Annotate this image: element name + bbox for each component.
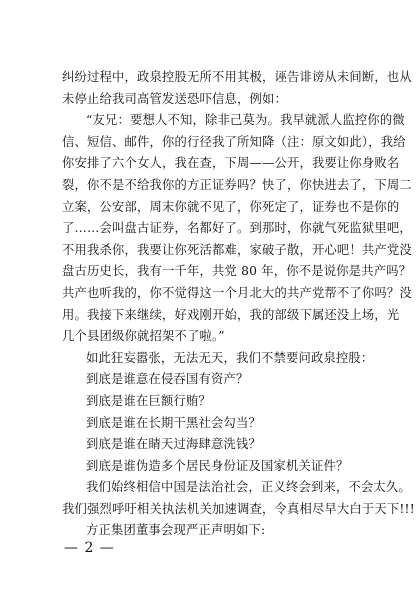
quote-line: “友兄：要想人不知，除非己莫为。我早就派人监控你的微 (86, 113, 405, 128)
question-line: 到底是谁伪造多个居民身份证及国家机关证件？ (86, 458, 349, 473)
quote-line: 了……会叫盘古证券，名都好了。到那时，你就气死监狱里吧， (62, 221, 412, 236)
quote-line: 信、短信、邮件，你的行径我了所知降（注：原文如此），我给 (62, 134, 406, 149)
page-number: — 2 — (64, 540, 115, 556)
quote-line: 裂，你不是不给我你的方正证券吗？快了，你快进去了，下周二 (62, 177, 412, 192)
question-line: 到底是谁在睛天过海肆意洗钱？ (86, 437, 261, 452)
quote-line: 盘古历史长，我有一千年，共党 80 年，你不是说你是共产吗？ (62, 264, 412, 279)
question-line: 到底是谁在长期干黑社会勾当？ (86, 415, 261, 430)
body-line: 未停止给我司高管发送恐吓信息，例如： (62, 91, 287, 106)
quote-line: 立案，公安部，周末你就不见了，你死定了，证券也不是你的 (62, 199, 400, 214)
quote-line: 用。我接下来继续，好戏刚开始，我的部级下属还没上场，光 (62, 307, 400, 322)
quote-line: 共产也听我的，你不觉得这一个月北大的共产党帮不了你吗？没 (62, 285, 412, 300)
body-line: 我们强烈呼吁相关执法机关加速调查，令真相尽早大白于天下!!! (62, 501, 415, 516)
question-line: 到底是谁意在侵吞国有资产？ (86, 372, 249, 387)
quote-line: 你安排了六个女人，我在查，下周——公开，我要让你身败名 (62, 156, 400, 171)
quote-line: 不用我杀你，我要让你死活都难，家破子散，开心吧！共产党没 (62, 242, 412, 257)
body-line: 纠纷过程中，政泉控股无所不用其极，诬告诽谤从未间断，也从 (62, 70, 412, 84)
statement-heading: 方正集团董事会现严正声明如下: (86, 523, 266, 538)
body-line: 我们始终相信中国是法治社会，正义终会到来，不会太久。 (86, 480, 411, 495)
body-line: 如此狂妄嚣张，无法无天，我们不禁要问政泉控股： (86, 350, 374, 365)
quote-line: 几个县团级你就招架不了啦。” (62, 329, 225, 344)
document-body (62, 67, 415, 542)
question-line: 到底是谁在巨额行贿？ (86, 393, 211, 408)
